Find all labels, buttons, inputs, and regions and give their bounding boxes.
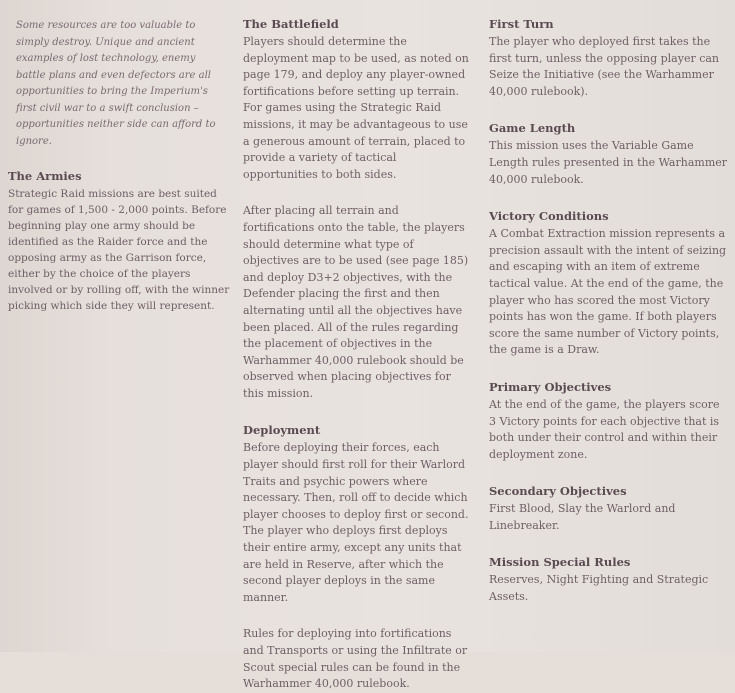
first-turn-body: The player who deployed first takes the first turn, unless the opposing player can Seize the Initiative (see the Warhammer 40,000 rulebook). (489, 35, 720, 98)
section-secondary-objectives (489, 483, 729, 534)
victory-body: A Combat Extraction mission represents a precision assault with the intent of seizing and escaping with an item of extreme tactical value. At the end of the game, the player who has scored the most Victory points has won the game. If both players score the same number of Victory points, the game is a Draw. (489, 227, 727, 357)
battlefield-body-2: After placing all terrain and fortifications onto the table, the players should determine what type of objectives are to be used (see page 185) and deploy D3+2 objectives, with the Defender placing the first and then alternating until all the objectives have been placed. All of the rules regarding the placement of objectives in the Warhammer 40,000 rulebook should be observed when placing objectives for this mission. (243, 204, 469, 400)
section-game-length (489, 120, 729, 188)
secondary-body: First Blood, Slay the Warlord and Linebreaker. (489, 502, 676, 532)
secondary-heading: Secondary Objectives (489, 484, 627, 499)
intro-flavor-text: Some resources are too valuable to simply destroy. Unique and ancient examples of lost technology, enemy battle plans and even defectors are all opportunities to bring the Imperium's first civil war to a swift conclusion – opportunities neither side can afford to ignore. (16, 20, 216, 147)
column-right (489, 16, 729, 606)
special-rules-heading: Mission Special Rules (489, 555, 631, 570)
section-deployment (243, 422, 473, 692)
deployment-body-1: Before deploying their forces, each player should first roll for their Warlord Traits and psychic powers where necessary. Then, roll off to decide which player chooses to deploy first or second. The player who deploys first deploys their entire army, except any units that are held in Reserve, after which the second player deploys in the same manner. (243, 441, 469, 604)
armies-body: Strategic Raid missions are best suited for games of 1,500 - 2,000 points. Before beginning play one army should be identified as the Raider force and the opposing army as the Garrison force, either by the choice of the players involved or by rolling off, with the winner picking which side they will represent. (8, 188, 230, 312)
primary-heading: Primary Objectives (489, 379, 612, 394)
deployment-heading: Deployment (243, 423, 321, 438)
special-rules-body: Reserves, Night Fighting and Strategic Assets. (489, 573, 709, 604)
battlefield-heading: The Battlefield (243, 17, 339, 31)
section-primary-objectives (489, 379, 729, 463)
game-length-body: This mission uses the Variable Game Length rules presented in the Warhammer 40,000 rulebook. (489, 139, 728, 186)
victory-heading: Victory Conditions (489, 209, 609, 224)
deployment-body-2: Rules for deploying into fortifications and Transports or using the Infiltrate or Scout special rules can be found in the Warhammer 40,000 rulebook. (243, 627, 468, 691)
section-victory-conditions (489, 208, 729, 359)
section-armies (8, 168, 232, 314)
section-first-turn (489, 16, 729, 100)
column-left (8, 16, 232, 314)
primary-body: At the end of the game, the players score 3 Victory points for each objective that is both under their control and within their deployment zone. (489, 397, 720, 461)
battlefield-body-1: Players should determine the deployment map to be used, as noted on page 179, and deploy any player-owned fortifications before setting up terrain. For games using the Strategic Raid missions, it may be advantageous to use a generous amount of terrain, placed to provide a variety of tactical opportunities to both sides. (243, 35, 469, 181)
section-mission-special-rules (489, 554, 729, 605)
section-battlefield (243, 16, 473, 402)
column-middle (243, 16, 473, 693)
game-length-heading: Game Length (489, 121, 576, 136)
first-turn-heading: First Turn (489, 17, 554, 31)
armies-heading: The Armies (8, 169, 82, 183)
